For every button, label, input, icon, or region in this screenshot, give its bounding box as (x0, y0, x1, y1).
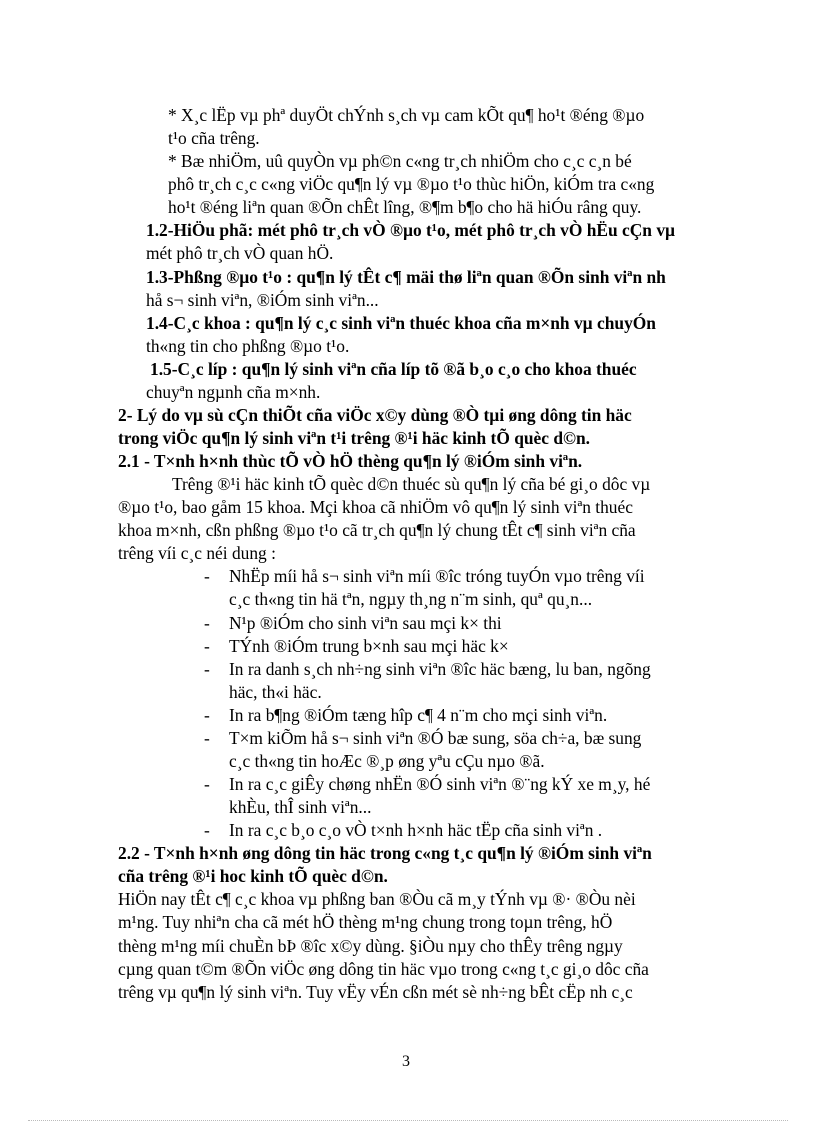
section-heading: 1.5-C¸c líp : qu¶n lý sinh viªn cña líp tõ ®ã b¸o c¸o cho khoa thuéc (150, 359, 637, 379)
list-dash: - (204, 636, 210, 656)
text-line: phô tr¸ch c¸c c«ng viÖc qu¶n lý vµ ®µo t¹o thùc hiÖn, kiÓm tra c«ng (168, 174, 655, 194)
list-dash: - (204, 705, 210, 725)
paragraph-line: khoa m×nh, cßn phßng ®µo t¹o cã tr¸ch qu¶n lý chung tÊt c¶ sinh viªn cña (118, 520, 636, 540)
paragraph-line: m¹ng. Tuy nhiªn cha cã mét hÖ thèng m¹ng chung trong toµn trêng, hÖ (118, 912, 613, 932)
text-line: chuyªn ngµnh cña m×nh. (146, 382, 321, 402)
section-heading: 2.2 - T×nh h×nh øng dông tin häc trong c«ng t¸c qu¶n lý ®iÓm sinh viªn (118, 843, 652, 863)
paragraph-line: ®µo t¹o, bao gåm 15 khoa. Mçi khoa cã nhiÖm vô qu¶n lý sinh viªn thuéc (118, 497, 633, 517)
section-heading: 2.1 - T×nh h×nh thùc tÕ vÒ hÖ thèng qu¶n lý ®iÓm sinh viªn. (118, 451, 583, 471)
list-item: N¹p ®iÓm cho sinh viªn sau mçi k× thi (229, 613, 502, 633)
list-dash: - (204, 613, 210, 633)
text-line: ho¹t ®éng liªn quan ®Õn chÊt lîng, ®¶m b¶o cho hä hiÓu râng quy. (168, 197, 642, 217)
text-line: hå s¬ sinh viªn, ®iÓm sinh viªn... (146, 290, 379, 310)
list-dash: - (204, 728, 210, 748)
list-item: T×m kiÕm hå s¬ sinh viªn ®Ó bæ sung, söa ch÷a, bæ sung (229, 728, 642, 748)
paragraph-line: thèng m¹ng míi chuÈn bÞ ®îc x©y dùng. §iÒu nµy cho thÊy trêng ngµy (118, 936, 623, 956)
list-item: c¸c th«ng tin hoÆc ®¸p øng yªu cÇu nµo ®ã. (229, 751, 545, 771)
section-heading: 2- Lý do vµ sù cÇn thiÕt cña viÖc x©y dùng ®Ò tµi øng dông tin häc (118, 405, 632, 425)
section-heading: 1.2-HiÖu phã: mét phô tr¸ch vÒ ®µo t¹o, mét phô tr¸ch vÒ hËu cÇn vµ (146, 220, 676, 240)
list-dash: - (204, 659, 210, 679)
footer-divider (28, 1120, 788, 1121)
list-item: In ra c¸c b¸o c¸o vÒ t×nh h×nh häc tËp cña sinh viªn . (229, 820, 603, 840)
section-heading: 1.3-Phßng ®µo t¹o : qu¶n lý tÊt c¶ mäi thø liªn quan ®Õn sinh viªn nh (146, 267, 666, 287)
section-heading: 1.4-C¸c khoa : qu¶n lý c¸c sinh viªn thuéc khoa cña m×nh vµ chuyÓn (146, 313, 656, 333)
list-dash: - (204, 566, 210, 586)
paragraph-line: trêng vµ qu¶n lý sinh viªn. Tuy vËy vÉn cßn mét sè nh÷ng bÊt cËp nh c¸c (118, 982, 633, 1002)
paragraph-line: HiÖn nay tÊt c¶ c¸c khoa vµ phßng ban ®Òu cã m¸y tÝnh vµ ®· ®Òu nèi (118, 889, 636, 909)
text-line: mét phô tr¸ch vÒ quan hÖ. (146, 243, 334, 263)
list-item: häc, th«i häc. (229, 682, 322, 702)
list-item: In ra c¸c giÊy chøng nhËn ®Ó sinh viªn ®¨ng kÝ xe m¸y, hé (229, 774, 651, 794)
paragraph-line: Trêng ®¹i häc kinh tÕ quèc d©n thuéc sù qu¶n lý cña bé gi¸o dôc vµ (172, 474, 651, 494)
list-item: In ra danh s¸ch nh÷ng sinh viªn ®îc häc bæng, lu ban, ngõng (229, 659, 651, 679)
list-item: TÝnh ®iÓm trung b×nh sau mçi häc k× (229, 636, 509, 656)
list-item: NhËp míi hå s¬ sinh viªn míi ®îc tróng tuyÓn vµo trêng víi (229, 566, 645, 586)
list-dash: - (204, 774, 210, 794)
list-item: In ra b¶ng ®iÓm tæng hîp c¶ 4 n¨m cho mçi sinh viªn. (229, 705, 608, 725)
paragraph-line: trêng víi c¸c néi dung : (118, 543, 276, 563)
text-line: * Bæ nhiÖm, uû quyÒn vµ ph©n c«ng tr¸ch nhiÖm cho c¸c c¸n bé (168, 151, 632, 171)
text-line: * X¸c lËp vµ phª duyÖt chÝnh s¸ch vµ cam kÕt qu¶ ho¹t ®éng ®µo (168, 105, 645, 125)
list-item: khÈu, thÎ sinh viªn... (229, 797, 372, 817)
list-item: c¸c th«ng tin hä tªn, ngµy th¸ng n¨m sinh, quª qu¸n... (229, 589, 593, 609)
text-line: th«ng tin cho phßng ®µo t¹o. (146, 336, 350, 356)
section-heading: trong viÖc qu¶n lý sinh viªn t¹i trêng ®¹i häc kinh tÕ quèc d©n. (118, 428, 591, 448)
text-line: t¹o cña trêng. (168, 128, 260, 148)
page-number: 3 (402, 1053, 410, 1070)
section-heading: cña trêng ®¹i hoc kinh tÕ quèc d©n. (118, 866, 388, 886)
paragraph-line: cµng quan t©m ®Õn viÖc øng dông tin häc vµo trong c«ng t¸c gi¸o dôc cña (118, 959, 649, 979)
list-dash: - (204, 820, 210, 840)
